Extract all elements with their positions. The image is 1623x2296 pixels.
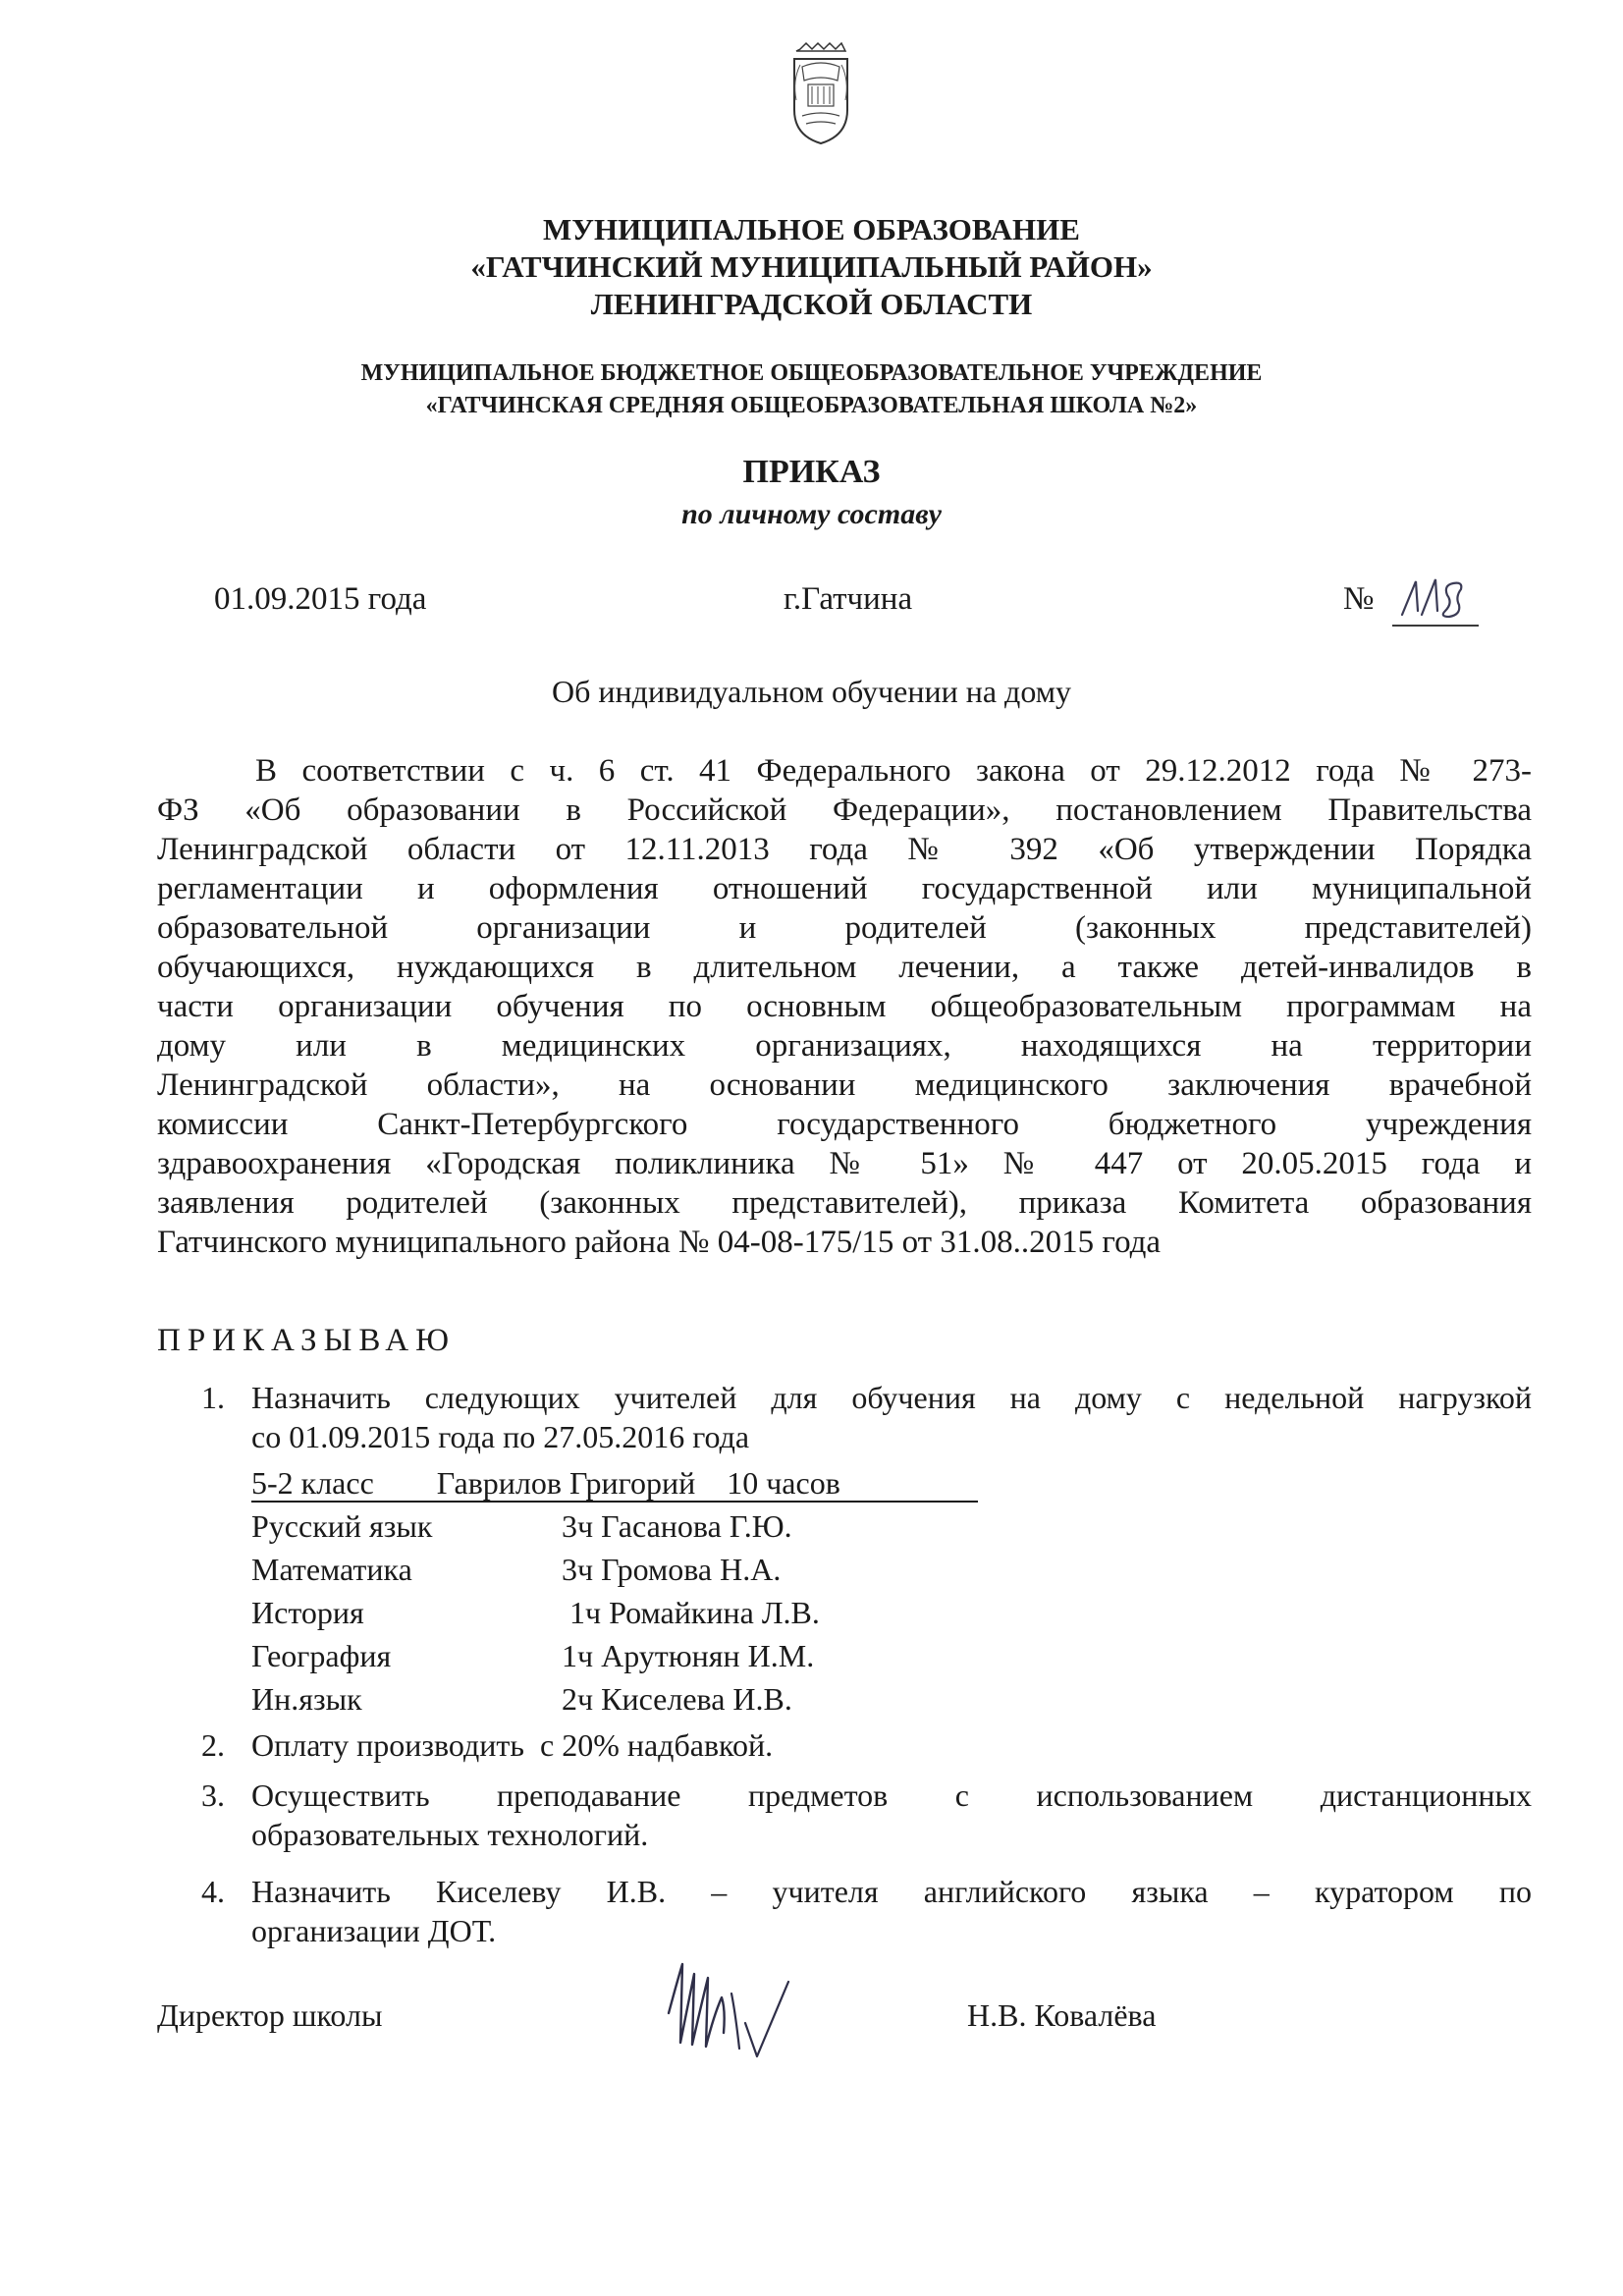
preamble-line: обучающихся, нуждающихся в длительном лечении, а также детей-инвалидов в: [157, 950, 1532, 985]
subject-teacher: 2ч Киселева И.В.: [562, 1681, 792, 1717]
list-item-4: [251, 1872, 1532, 1950]
list-item-number: 3.: [201, 1777, 225, 1813]
document-subtitle: по личному составу: [681, 498, 942, 530]
subject-teacher: 3ч Громова Н.А.: [562, 1552, 782, 1587]
order-city: г.Гатчина: [784, 581, 913, 617]
list-item-1: [251, 1378, 1532, 1456]
list-item-number: 1.: [201, 1380, 225, 1415]
municipality-title: МУНИЦИПАЛЬНОЕ ОБРАЗОВАНИЕ: [543, 212, 1080, 246]
list-item-number: 2.: [201, 1727, 225, 1763]
list-item-line: Осуществить преподавание предметов с использованием дистанционных: [251, 1777, 1532, 1813]
class-student-line: [251, 1463, 978, 1503]
list-item-line: Назначить Киселеву И.В. – учителя английского языка – куратором по: [251, 1874, 1532, 1909]
list-item-3: [251, 1776, 1532, 1854]
subject-teacher: 1ч Ромайкина Л.В.: [562, 1595, 820, 1630]
subject-name: География: [251, 1638, 392, 1673]
class-student-text: 5-2 класс Гаврилов Григорий 10 часов: [251, 1465, 840, 1501]
list-item-line: Назначить следующих учителей для обучения на дому с недельной нагрузкой: [251, 1380, 1532, 1415]
subject-name: История: [251, 1595, 364, 1630]
order-directive-word: ПРИКАЗЫВАЮ: [157, 1323, 457, 1358]
signatory-title: Директор школы: [157, 1997, 383, 2033]
preamble-line: здравоохранения «Городская поликлиника № 51» № 447 от 20.05.2015 года и: [157, 1146, 1532, 1181]
preamble-line: Ленинградской области от 12.11.2013 года № 392 «Об утверждении Порядка: [157, 832, 1532, 867]
district-title: «ГАТЧИНСКИЙ МУНИЦИПАЛЬНЫЙ РАЙОН»: [470, 249, 1153, 284]
preamble-line: комиссии Санкт-Петербургского государственного бюджетного учреждения: [157, 1107, 1532, 1142]
school-name: «ГАТЧИНСКАЯ СРЕДНЯЯ ОБЩЕОБРАЗОВАТЕЛЬНАЯ ШКОЛА №2»: [425, 393, 1198, 418]
subject-name: Русский язык: [251, 1508, 433, 1544]
list-item-number: 4.: [201, 1874, 225, 1909]
list-item-line: образовательных технологий.: [251, 1817, 649, 1852]
preamble-paragraph: [157, 751, 1532, 1262]
class-line-underline: [251, 1501, 978, 1503]
list-item-line: со 01.09.2015 года по 27.05.2016 года: [251, 1419, 750, 1454]
subject-teacher: 3ч Гасанова Г.Ю.: [562, 1508, 792, 1544]
preamble-line: дому или в медицинских организациях, находящихся на территории: [157, 1028, 1532, 1064]
preamble-line: части организации обучения по основным общеобразовательным программам на: [157, 989, 1532, 1024]
coat-of-arms-icon: [788, 41, 853, 145]
signatory-name: Н.В. Ковалёва: [967, 1997, 1157, 2033]
order-number-label: №: [1343, 581, 1375, 617]
document-title: ПРИКАЗ: [742, 454, 881, 490]
preamble-line: В соответствии с ч. 6 ст. 41 Федерального закона от 29.12.2012 года № 273-: [255, 753, 1532, 789]
handwritten-signature: [663, 1954, 810, 2062]
subject-name: Математика: [251, 1552, 412, 1587]
preamble-line: ФЗ «Об образовании в Российской Федерации», постановлением Правительства: [157, 793, 1532, 828]
subject-teacher: 1ч Арутюнян И.М.: [562, 1638, 815, 1673]
institution-type: МУНИЦИПАЛЬНОЕ БЮДЖЕТНОЕ ОБЩЕОБРАЗОВАТЕЛЬНОЕ УЧРЕЖДЕНИЕ: [360, 360, 1263, 386]
preamble-line: регламентации и оформления отношений государственной или муниципальной: [157, 871, 1532, 906]
order-number-underline: [1392, 625, 1479, 627]
preamble-line: заявления родителей (законных представителей), приказа Комитета образования: [157, 1185, 1532, 1221]
preamble-line: Гатчинского муниципального района № 04-08-175/15 от 31.08..2015 года: [157, 1225, 1162, 1260]
preamble-line: образовательной организации и родителей (законных представителей): [157, 910, 1532, 946]
list-item-2: Оплату производить с 20% надбавкой.: [251, 1727, 774, 1763]
list-item-line: организации ДОТ.: [251, 1913, 497, 1948]
subject-name: Ин.язык: [251, 1681, 362, 1717]
order-topic: Об индивидуальном обучении на дому: [552, 674, 1071, 709]
handwritten-order-number: [1392, 572, 1477, 632]
order-date: 01.09.2015 года: [214, 581, 427, 617]
region-title: ЛЕНИНГРАДСКОЙ ОБЛАСТИ: [590, 287, 1033, 321]
preamble-line: Ленинградской области», на основании медицинского заключения врачебной: [157, 1067, 1532, 1103]
